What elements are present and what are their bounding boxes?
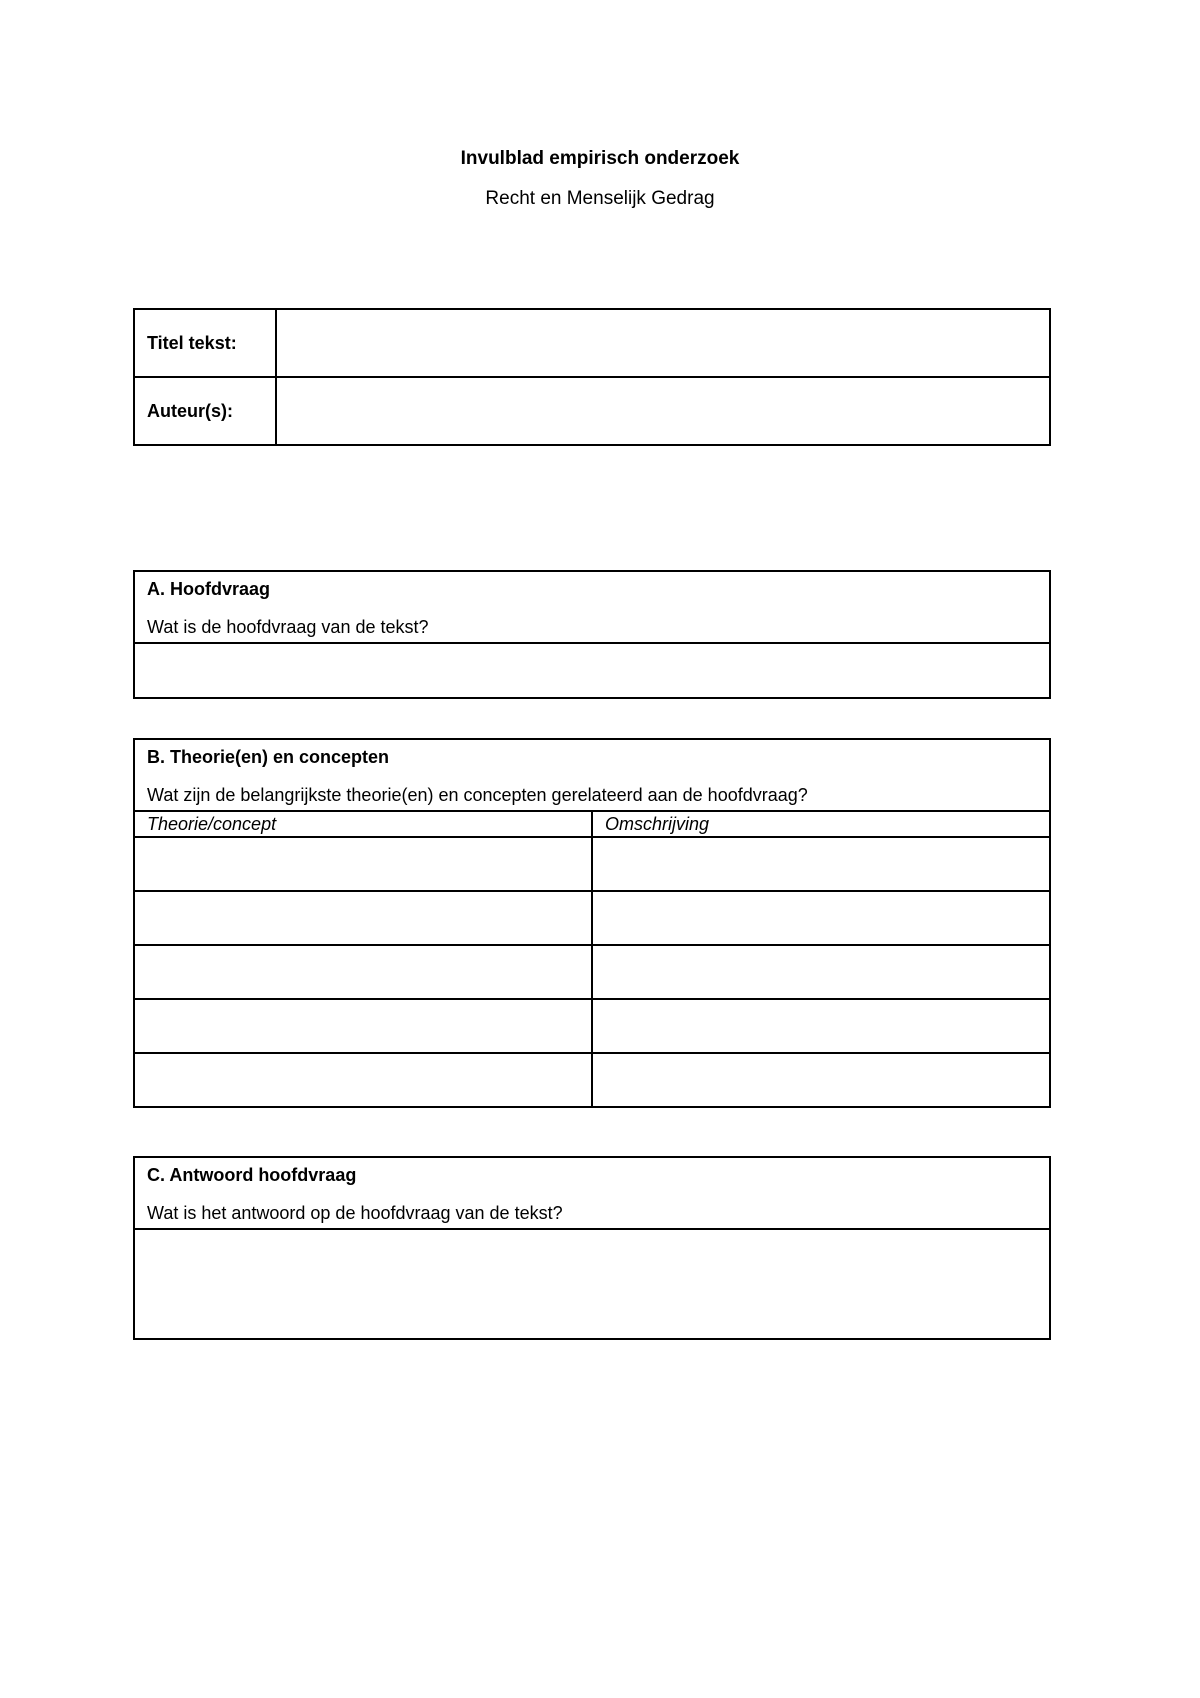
section-a-answer-row [134,643,1050,698]
section-c-header-row [134,1157,1050,1229]
document-title: Invulblad empirisch onderzoek [460,148,740,169]
title-field[interactable] [276,309,1050,377]
meta-row-title [134,309,1050,377]
section-b-heading: B. Theorie(en) en concepten [147,747,390,767]
section-a-question: Wat is de hoofdvraag van de tekst? [147,617,429,637]
authors-field[interactable] [276,377,1050,445]
theorie-field[interactable] [134,837,592,891]
omschrijving-field[interactable] [592,999,1050,1053]
omschrijving-field[interactable] [592,891,1050,945]
table-row [134,999,1050,1053]
document-subtitle: Recht en Menselijk Gedrag [485,188,715,209]
section-c-question: Wat is het antwoord op de hoofdvraag van de tekst? [147,1203,563,1223]
section-a-header-row [134,571,1050,643]
section-c-answer-row [134,1229,1050,1339]
table-row [134,945,1050,999]
section-b-header [134,739,1050,811]
theorie-field[interactable] [134,1053,592,1107]
section-b-header-row [134,739,1050,811]
omschrijving-field[interactable] [592,945,1050,999]
omschrijving-field[interactable] [592,837,1050,891]
section-a-header [134,571,1050,643]
table-row [134,1053,1050,1107]
meta-table [133,308,1051,446]
theorie-field[interactable] [134,945,592,999]
theorie-field[interactable] [134,891,592,945]
section-a-heading: A. Hoofdvraag [147,579,271,599]
section-a-hoofdvraag [133,570,1051,699]
section-b-question: Wat zijn de belangrijkste theorie(en) en concepten gerelateerd aan de hoofdvraag? [147,785,808,805]
column-header-omschrijving: Omschrijving [592,811,1050,837]
meta-row-authors [134,377,1050,445]
table-row [134,837,1050,891]
section-c-heading: C. Antwoord hoofdvraag [147,1165,357,1185]
section-c-header [134,1157,1050,1229]
section-c-answer-field[interactable] [134,1229,1050,1339]
title-label: Titel tekst: [134,309,276,377]
section-b-theories [133,738,1051,1108]
section-b-column-header-row [134,811,1050,837]
section-a-answer-field[interactable] [134,643,1050,698]
authors-label: Auteur(s): [134,377,276,445]
table-row [134,891,1050,945]
omschrijving-field[interactable] [592,1053,1050,1107]
section-c-antwoord [133,1156,1051,1340]
column-header-theorie: Theorie/concept [134,811,592,837]
theorie-field[interactable] [134,999,592,1053]
